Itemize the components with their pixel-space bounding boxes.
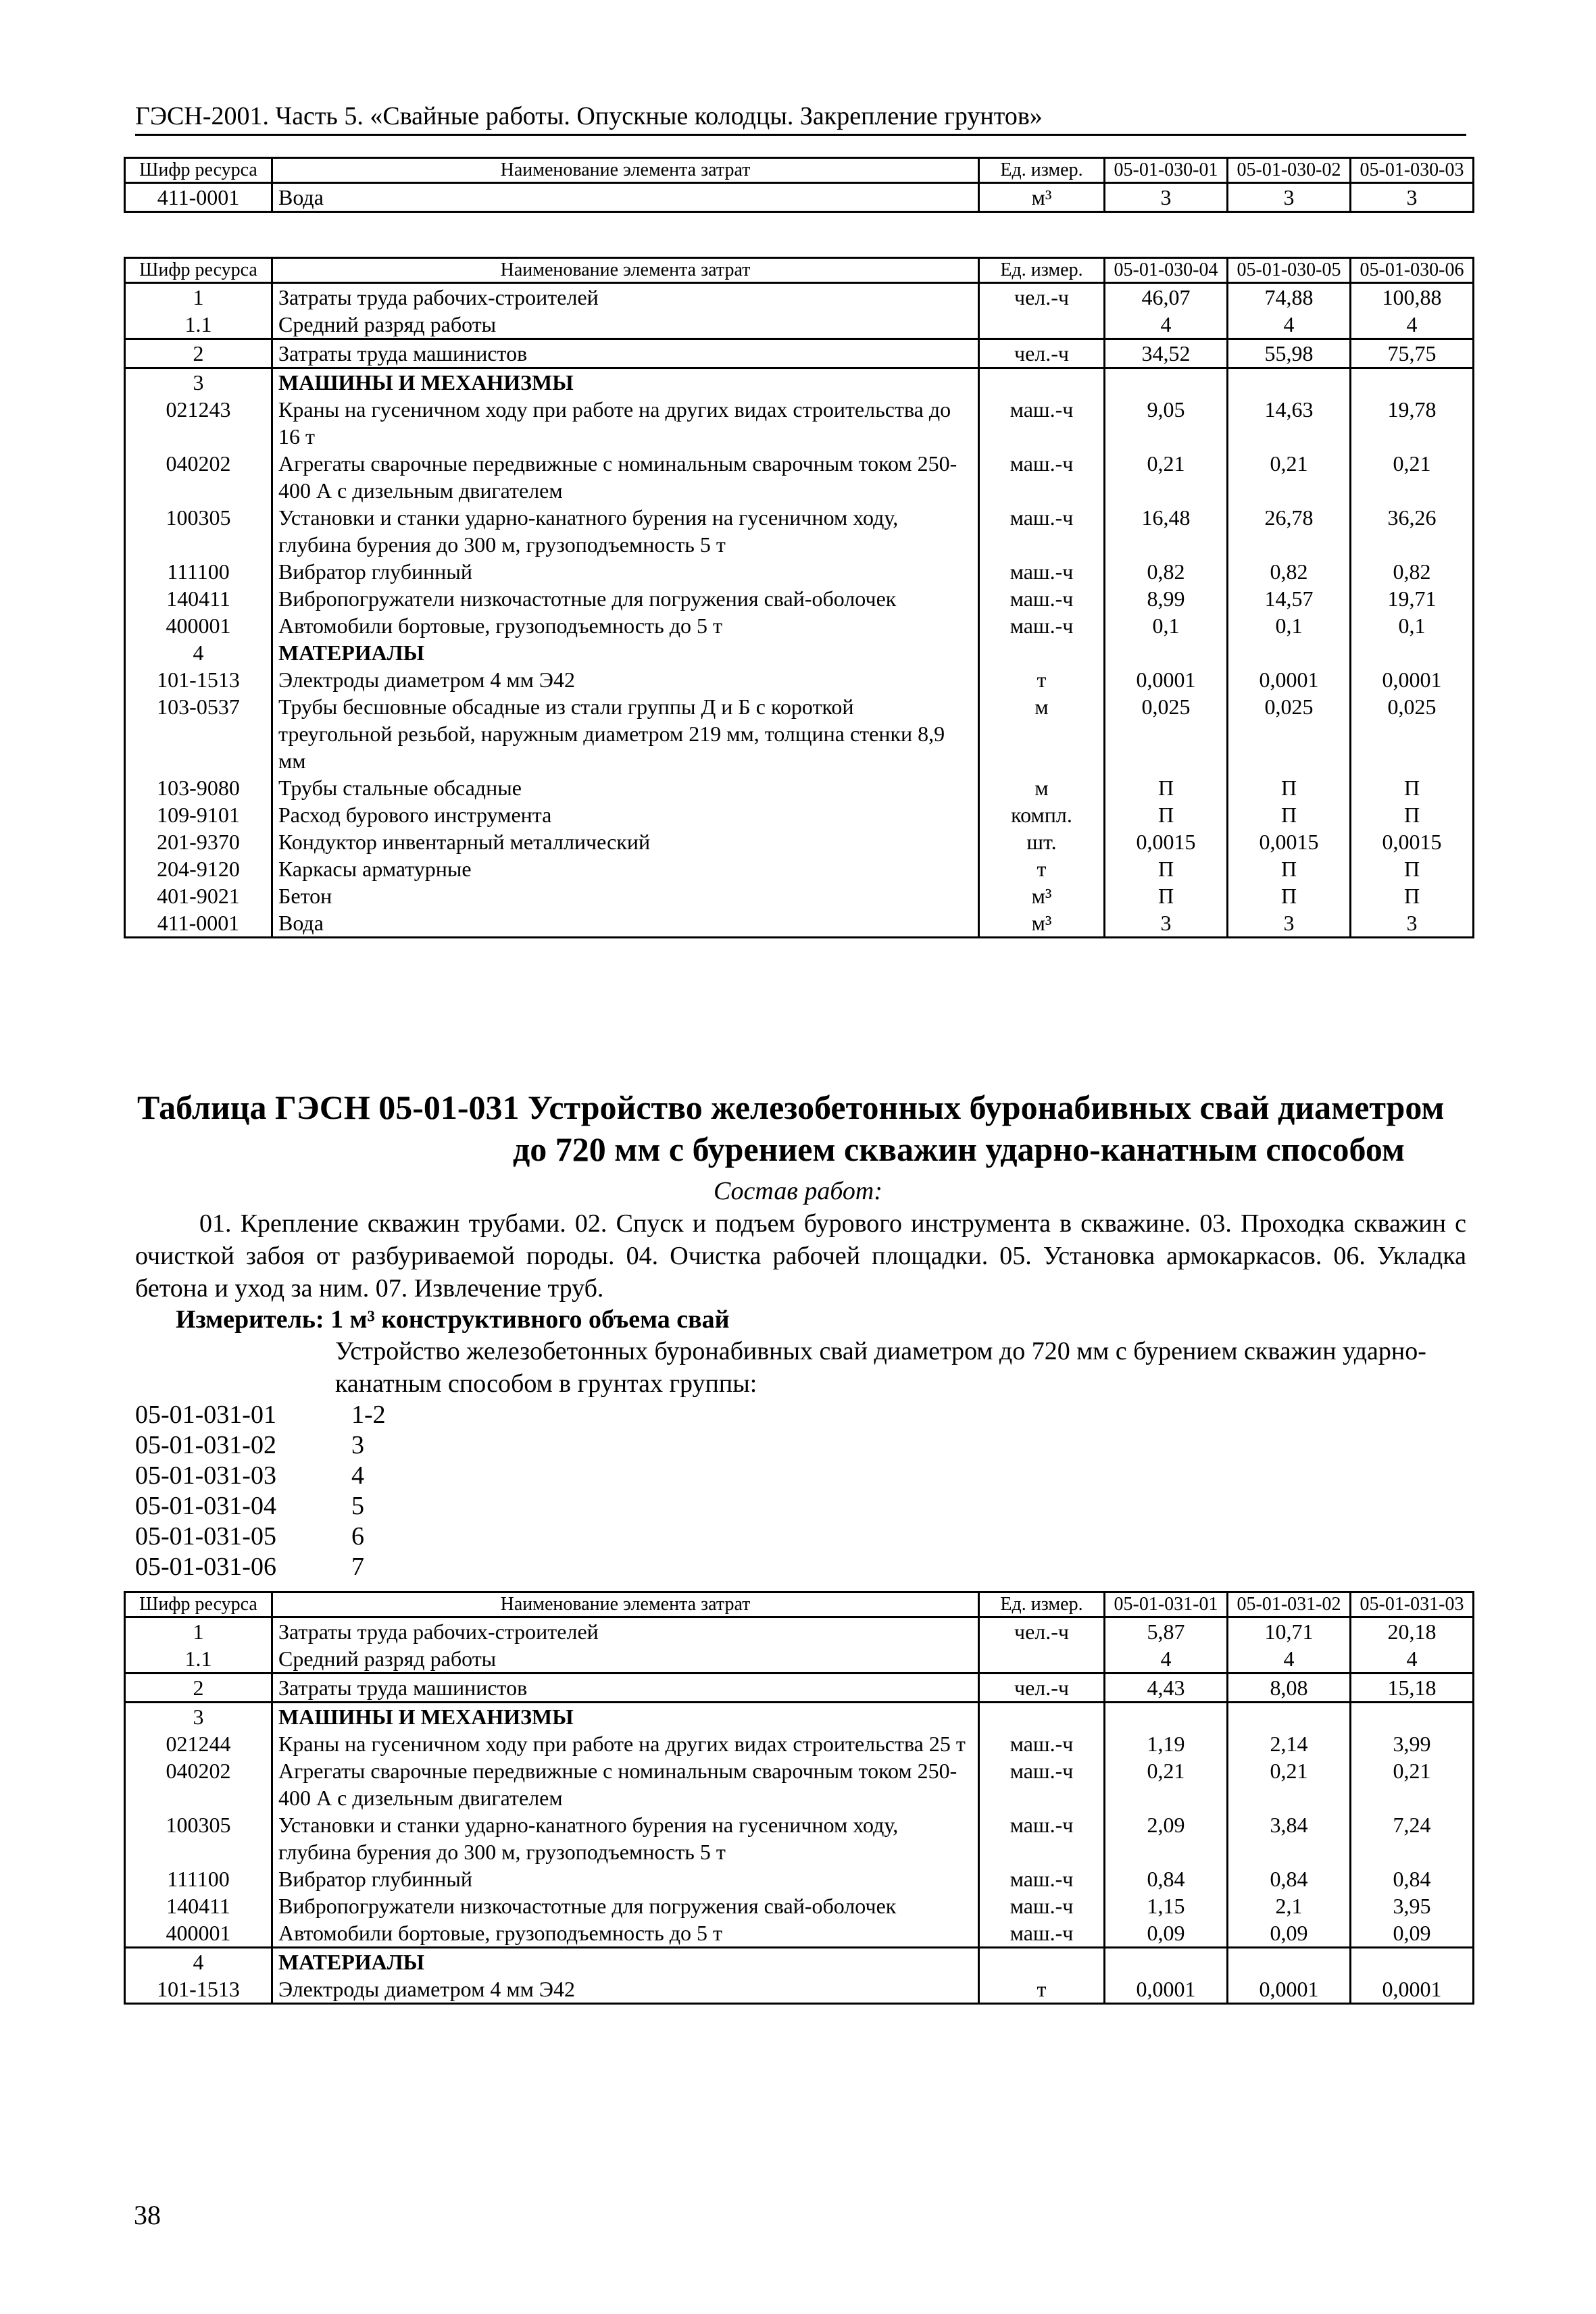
value-2: 10,71 <box>1228 1617 1351 1646</box>
resource-name: Автомобили бортовые, грузоподъемность до 5 т <box>272 612 979 639</box>
resource-unit <box>979 311 1105 339</box>
table-row <box>125 1919 1474 1948</box>
table-row <box>125 774 1474 801</box>
value-2: 14,63 <box>1228 396 1351 450</box>
resource-unit: т <box>979 1976 1105 2004</box>
resource-unit: чел.-ч <box>979 283 1105 311</box>
value-3: 0,025 <box>1351 693 1474 774</box>
value-1: 2,09 <box>1105 1811 1228 1865</box>
value-1: 0,09 <box>1105 1919 1228 1948</box>
resource-name: Средний разряд работы <box>272 311 979 339</box>
resource-name: Расход бурового инструмента <box>272 801 979 828</box>
header-name: Наименование элемента затрат <box>272 158 979 183</box>
value-1: П <box>1105 882 1228 909</box>
value-2: 55,98 <box>1228 339 1351 368</box>
resource-unit: м <box>979 693 1105 774</box>
resource-unit: т <box>979 666 1105 693</box>
table-row <box>125 612 1474 639</box>
resource-unit <box>979 639 1105 666</box>
table-row <box>125 693 1474 774</box>
variant-code: 05-01-031-04 <box>135 1492 276 1520</box>
value-3 <box>1351 1703 1474 1731</box>
table-row <box>125 396 1474 450</box>
resource-unit: м³ <box>979 909 1105 938</box>
resource-name: Агрегаты сварочные передвижные с номинальным сварочным током 250-400 А с дизельным двигателем <box>272 450 979 504</box>
variant-item <box>135 1521 386 1552</box>
resource-name: Каркасы арматурные <box>272 855 979 882</box>
resource-code: 040202 <box>125 1757 272 1811</box>
table-row <box>125 909 1474 938</box>
resource-code: 1.1 <box>125 1645 272 1674</box>
resource-code: 2 <box>125 1674 272 1703</box>
table-row <box>125 1948 1474 1976</box>
table-row <box>125 801 1474 828</box>
variant-item <box>135 1400 386 1430</box>
value-1: 8,99 <box>1105 585 1228 612</box>
value-2: 3 <box>1228 909 1351 938</box>
resource-code: 021244 <box>125 1730 272 1757</box>
header-variant-2: 05-01-031-02 <box>1228 1592 1351 1617</box>
value-1 <box>1105 639 1228 666</box>
value-3 <box>1351 368 1474 397</box>
table-row <box>125 1645 1474 1674</box>
value-3: П <box>1351 855 1474 882</box>
value-3: 75,75 <box>1351 339 1474 368</box>
value-2 <box>1228 368 1351 397</box>
value-2: 4 <box>1228 311 1351 339</box>
variant-soil-group: 7 <box>351 1553 364 1581</box>
table-row <box>125 558 1474 585</box>
value-2: 2,1 <box>1228 1892 1351 1919</box>
header-name: Наименование элемента затрат <box>272 258 979 283</box>
value-3: 19,78 <box>1351 396 1474 450</box>
variant-item <box>135 1461 386 1491</box>
resource-code: 140411 <box>125 1892 272 1919</box>
resource-name: Затраты труда рабочих-строителей <box>272 283 979 311</box>
value-1: 0,21 <box>1105 450 1228 504</box>
resource-unit: маш.-ч <box>979 450 1105 504</box>
value-3: 0,21 <box>1351 450 1474 504</box>
table-row <box>125 1617 1474 1646</box>
header-variant-1: 05-01-030-04 <box>1105 258 1228 283</box>
value-3: 3,95 <box>1351 1892 1474 1919</box>
value-3: 0,09 <box>1351 1919 1474 1948</box>
resource-unit: м <box>979 774 1105 801</box>
resource-code: 111100 <box>125 1865 272 1892</box>
value-2: 0,0001 <box>1228 1976 1351 2004</box>
resource-code: 3 <box>125 368 272 397</box>
value-1: 4 <box>1105 311 1228 339</box>
value-1 <box>1105 368 1228 397</box>
resource-code: 103-9080 <box>125 774 272 801</box>
value-3: П <box>1351 774 1474 801</box>
value-3 <box>1351 1948 1474 1976</box>
resource-name: Средний разряд работы <box>272 1645 979 1674</box>
variant-item <box>135 1491 386 1521</box>
resource-name: Агрегаты сварочные передвижные с номинальным сварочным током 250-400 А с дизельным двигателем <box>272 1757 979 1811</box>
resource-code: 2 <box>125 339 272 368</box>
resource-code: 4 <box>125 639 272 666</box>
value-3: 20,18 <box>1351 1617 1474 1646</box>
value-2: 74,88 <box>1228 283 1351 311</box>
variant-soil-group: 3 <box>351 1431 364 1459</box>
header-code: Шифр ресурса <box>125 258 272 283</box>
resource-unit: маш.-ч <box>979 612 1105 639</box>
resource-code: 103-0537 <box>125 693 272 774</box>
resource-table-030-04-06 <box>124 257 1474 938</box>
resource-name: Трубы стальные обсадные <box>272 774 979 801</box>
measure-unit: Измеритель: 1 м³ конструктивного объема свай <box>176 1305 730 1334</box>
value-2: 3 <box>1228 183 1351 212</box>
resource-name: Трубы бесшовные обсадные из стали группы Д и Б с короткой треугольной резьбой, наружным диаметром 219 мм, толщина стенки 8,9 мм <box>272 693 979 774</box>
resource-code: 204-9120 <box>125 855 272 882</box>
value-2 <box>1228 1948 1351 1976</box>
value-2: П <box>1228 774 1351 801</box>
table-row <box>125 450 1474 504</box>
table-row <box>125 882 1474 909</box>
value-1: 0,84 <box>1105 1865 1228 1892</box>
page-number: 38 <box>134 2200 161 2230</box>
resource-unit: маш.-ч <box>979 1919 1105 1948</box>
value-1: 4,43 <box>1105 1674 1228 1703</box>
variant-soil-group: 1-2 <box>351 1401 386 1429</box>
table-row <box>125 1811 1474 1865</box>
value-2: 4 <box>1228 1645 1351 1674</box>
variant-code: 05-01-031-05 <box>135 1522 276 1551</box>
resource-unit: чел.-ч <box>979 1674 1105 1703</box>
value-2: 0,84 <box>1228 1865 1351 1892</box>
variant-code: 05-01-031-02 <box>135 1431 276 1459</box>
resource-code: 100305 <box>125 1811 272 1865</box>
resource-unit <box>979 368 1105 397</box>
resource-unit: маш.-ч <box>979 504 1105 558</box>
resource-code: 111100 <box>125 558 272 585</box>
resource-name: Затраты труда машинистов <box>272 339 979 368</box>
resource-unit: маш.-ч <box>979 1865 1105 1892</box>
value-2 <box>1228 639 1351 666</box>
work-composition-text: 01. Крепление скважин трубами. 02. Спуск и подъем бурового инструмента в скважине. 03. Проходка скважин с очисткой забоя от разбуриваемой породы. 04. Очистка рабочей площадки. 05. Установка армокаркасов. 06. Укладка бетона и уход за ним. 07. Извлечение труб. <box>135 1209 1466 1303</box>
value-2: 0,0015 <box>1228 828 1351 855</box>
resource-name: Установки и станки ударно-канатного бурения на гусеничном ходу, глубина бурения до 300 м, грузоподъемность 5 т <box>272 504 979 558</box>
resource-name: Кондуктор инвентарный металлический <box>272 828 979 855</box>
value-2: 0,21 <box>1228 1757 1351 1811</box>
resource-name: Затраты труда рабочих-строителей <box>272 1617 979 1646</box>
table-header-row <box>125 258 1474 283</box>
variant-code: 05-01-031-01 <box>135 1401 276 1429</box>
table-row <box>125 1757 1474 1811</box>
header-variant-2: 05-01-030-02 <box>1228 158 1351 183</box>
resource-unit: м³ <box>979 183 1105 212</box>
value-1: 1,19 <box>1105 1730 1228 1757</box>
resource-code: 3 <box>125 1703 272 1731</box>
variant-list <box>135 1400 386 1582</box>
table-row <box>125 504 1474 558</box>
value-3: 0,0015 <box>1351 828 1474 855</box>
resource-code: 1 <box>125 1617 272 1646</box>
variant-description: Устройство железобетонных буронабивных свай диаметром до 720 мм с бурением скважин ударно-канатным способом в грунтах группы: <box>335 1337 1426 1398</box>
resource-table-030-01-03 <box>124 157 1474 213</box>
resource-unit: чел.-ч <box>979 339 1105 368</box>
header-unit: Ед. измер. <box>979 258 1105 283</box>
value-2: 3,84 <box>1228 1811 1351 1865</box>
value-3: 3 <box>1351 909 1474 938</box>
value-2: 0,21 <box>1228 450 1351 504</box>
table-row <box>125 855 1474 882</box>
value-3: 36,26 <box>1351 504 1474 558</box>
resource-unit: маш.-ч <box>979 1730 1105 1757</box>
resource-table-031-01-03 <box>124 1591 1474 2005</box>
section-title: МАТЕРИАЛЫ <box>272 639 979 666</box>
value-2: 0,025 <box>1228 693 1351 774</box>
table-row <box>125 666 1474 693</box>
resource-code: 400001 <box>125 612 272 639</box>
variant-code: 05-01-031-06 <box>135 1553 276 1581</box>
header-variant-1: 05-01-030-01 <box>1105 158 1228 183</box>
value-1: П <box>1105 801 1228 828</box>
value-2: 2,14 <box>1228 1730 1351 1757</box>
resource-unit: компл. <box>979 801 1105 828</box>
resource-unit: маш.-ч <box>979 558 1105 585</box>
value-2: П <box>1228 855 1351 882</box>
resource-code: 040202 <box>125 450 272 504</box>
value-1: 46,07 <box>1105 283 1228 311</box>
value-2 <box>1228 1703 1351 1731</box>
table-row <box>125 368 1474 397</box>
table-header-row <box>125 158 1474 183</box>
value-1: 16,48 <box>1105 504 1228 558</box>
header-unit: Ед. измер. <box>979 1592 1105 1617</box>
resource-unit <box>979 1948 1105 1976</box>
value-1: 0,0001 <box>1105 666 1228 693</box>
resource-code: 411-0001 <box>125 183 272 212</box>
resource-name: Автомобили бортовые, грузоподъемность до 5 т <box>272 1919 979 1948</box>
resource-name: Вода <box>272 183 979 212</box>
table-heading-line-2: до 720 мм с бурением скважин ударно-канатным способом <box>512 1130 1405 1168</box>
value-1: П <box>1105 774 1228 801</box>
table-row <box>125 639 1474 666</box>
section-title: МАТЕРИАЛЫ <box>272 1948 979 1976</box>
resource-code: 021243 <box>125 396 272 450</box>
value-3 <box>1351 639 1474 666</box>
value-3: 0,21 <box>1351 1757 1474 1811</box>
table-row <box>125 1865 1474 1892</box>
value-3: 3 <box>1351 183 1474 212</box>
value-2: П <box>1228 801 1351 828</box>
value-3: П <box>1351 882 1474 909</box>
table-row <box>125 1730 1474 1757</box>
resource-name: Вибратор глубинный <box>272 1865 979 1892</box>
variant-item <box>135 1552 386 1582</box>
table-row <box>125 828 1474 855</box>
value-1: 0,0001 <box>1105 1976 1228 2004</box>
table-row <box>125 1976 1474 2004</box>
value-3: 19,71 <box>1351 585 1474 612</box>
value-2: П <box>1228 882 1351 909</box>
value-2: 0,09 <box>1228 1919 1351 1948</box>
header-name: Наименование элемента затрат <box>272 1592 979 1617</box>
resource-code: 4 <box>125 1948 272 1976</box>
value-1 <box>1105 1948 1228 1976</box>
header-unit: Ед. измер. <box>979 158 1105 183</box>
value-2: 8,08 <box>1228 1674 1351 1703</box>
section-title: МАШИНЫ И МЕХАНИЗМЫ <box>272 368 979 397</box>
value-3: 0,84 <box>1351 1865 1474 1892</box>
value-3: 4 <box>1351 311 1474 339</box>
resource-code: 101-1513 <box>125 666 272 693</box>
table-row <box>125 1892 1474 1919</box>
value-3: 100,88 <box>1351 283 1474 311</box>
value-1: 34,52 <box>1105 339 1228 368</box>
value-1: 0,1 <box>1105 612 1228 639</box>
value-1 <box>1105 1703 1228 1731</box>
header-variant-3: 05-01-030-06 <box>1351 258 1474 283</box>
resource-name: Электроды диаметром 4 мм Э42 <box>272 1976 979 2004</box>
resource-code: 1 <box>125 283 272 311</box>
value-1: П <box>1105 855 1228 882</box>
value-3: 0,82 <box>1351 558 1474 585</box>
running-header: ГЭСН-2001. Часть 5. «Свайные работы. Опускные колодцы. Закрепление грунтов» <box>135 101 1466 136</box>
value-1: 0,82 <box>1105 558 1228 585</box>
section-title: МАШИНЫ И МЕХАНИЗМЫ <box>272 1703 979 1731</box>
resource-unit <box>979 1645 1105 1674</box>
resource-unit: маш.-ч <box>979 1757 1105 1811</box>
value-1: 0,0015 <box>1105 828 1228 855</box>
value-1: 9,05 <box>1105 396 1228 450</box>
resource-code: 401-9021 <box>125 882 272 909</box>
resource-code: 411-0001 <box>125 909 272 938</box>
value-1: 0,21 <box>1105 1757 1228 1811</box>
value-3: 0,0001 <box>1351 666 1474 693</box>
value-3: П <box>1351 801 1474 828</box>
header-variant-1: 05-01-031-01 <box>1105 1592 1228 1617</box>
value-2: 26,78 <box>1228 504 1351 558</box>
value-2: 0,0001 <box>1228 666 1351 693</box>
resource-code: 201-9370 <box>125 828 272 855</box>
resource-name: Вибратор глубинный <box>272 558 979 585</box>
value-2: 14,57 <box>1228 585 1351 612</box>
resource-name: Вибропогружатели низкочастотные для погружения свай-оболочек <box>272 585 979 612</box>
variant-soil-group: 6 <box>351 1522 364 1551</box>
table-heading-line-1: Таблица ГЭСН 05-01-031 Устройство железобетонных буронабивных свай диаметром <box>137 1088 1445 1126</box>
resource-name: Установки и станки ударно-канатного бурения на гусеничном ходу, глубина бурения до 300 м, грузоподъемность 5 т <box>272 1811 979 1865</box>
value-3: 7,24 <box>1351 1811 1474 1865</box>
resource-unit: т <box>979 855 1105 882</box>
header-variant-3: 05-01-031-03 <box>1351 1592 1474 1617</box>
value-3: 0,1 <box>1351 612 1474 639</box>
resource-unit <box>979 1703 1105 1731</box>
resource-code: 101-1513 <box>125 1976 272 2004</box>
resource-unit: маш.-ч <box>979 1811 1105 1865</box>
variant-code: 05-01-031-03 <box>135 1461 276 1490</box>
header-variant-2: 05-01-030-05 <box>1228 258 1351 283</box>
variant-soil-group: 5 <box>351 1492 364 1520</box>
table-row <box>125 585 1474 612</box>
value-1: 4 <box>1105 1645 1228 1674</box>
resource-unit: маш.-ч <box>979 585 1105 612</box>
variant-soil-group: 4 <box>351 1461 364 1490</box>
value-3: 4 <box>1351 1645 1474 1674</box>
resource-code: 1.1 <box>125 311 272 339</box>
table-row <box>125 283 1474 311</box>
table-row <box>125 311 1474 339</box>
resource-unit: маш.-ч <box>979 396 1105 450</box>
work-composition-title: Состав работ: <box>713 1177 883 1205</box>
value-1: 0,025 <box>1105 693 1228 774</box>
resource-name: Бетон <box>272 882 979 909</box>
resource-code: 400001 <box>125 1919 272 1948</box>
table-row <box>125 1674 1474 1703</box>
resource-name: Краны на гусеничном ходу при работе на других видах строительства 25 т <box>272 1730 979 1757</box>
resource-unit: маш.-ч <box>979 1892 1105 1919</box>
value-3: 3,99 <box>1351 1730 1474 1757</box>
value-3: 0,0001 <box>1351 1976 1474 2004</box>
value-2: 0,82 <box>1228 558 1351 585</box>
value-2: 0,1 <box>1228 612 1351 639</box>
table-row <box>125 339 1474 368</box>
header-code: Шифр ресурса <box>125 1592 272 1617</box>
value-1: 5,87 <box>1105 1617 1228 1646</box>
resource-unit: чел.-ч <box>979 1617 1105 1646</box>
value-1: 3 <box>1105 909 1228 938</box>
value-1: 1,15 <box>1105 1892 1228 1919</box>
table-heading <box>124 1086 1472 1170</box>
resource-code: 100305 <box>125 504 272 558</box>
resource-name: Затраты труда машинистов <box>272 1674 979 1703</box>
resource-code: 140411 <box>125 585 272 612</box>
resource-unit: м³ <box>979 882 1105 909</box>
resource-name: Вибропогружатели низкочастотные для погружения свай-оболочек <box>272 1892 979 1919</box>
table-row <box>125 1703 1474 1731</box>
value-1: 3 <box>1105 183 1228 212</box>
value-3: 15,18 <box>1351 1674 1474 1703</box>
table-header-row <box>125 1592 1474 1617</box>
header-code: Шифр ресурса <box>125 158 272 183</box>
resource-name: Вода <box>272 909 979 938</box>
resource-name: Краны на гусеничном ходу при работе на других видах строительства до 16 т <box>272 396 979 450</box>
header-variant-3: 05-01-030-03 <box>1351 158 1474 183</box>
resource-code: 109-9101 <box>125 801 272 828</box>
table-row <box>125 183 1474 212</box>
resource-unit: шт. <box>979 828 1105 855</box>
resource-name: Электроды диаметром 4 мм Э42 <box>272 666 979 693</box>
variant-item <box>135 1430 386 1461</box>
